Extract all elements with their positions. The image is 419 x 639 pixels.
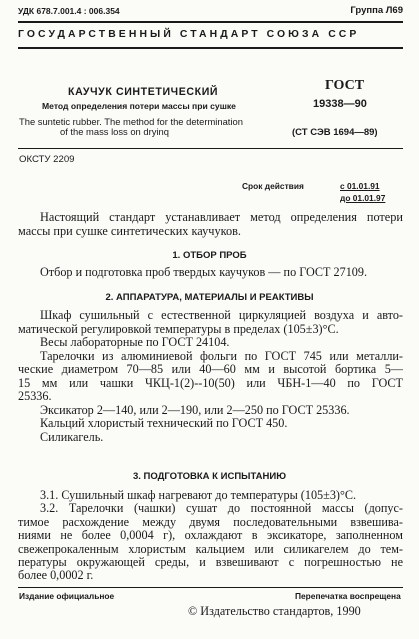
text-line: 3.1. Сушильный шкаф нагревают до температуры (105±3)°С. bbox=[40, 488, 357, 502]
text-line: Кальций хлористый технический по ГОСТ 450. bbox=[40, 416, 288, 430]
okstu-code: ОКСТУ 2209 bbox=[19, 154, 75, 165]
title-rule bbox=[18, 148, 403, 149]
text-line: ческие диаметром 70—85 или 40—60 мм и высотой бортика 5— bbox=[18, 362, 403, 376]
section-3-body bbox=[18, 489, 403, 583]
section-3-title: 3. ПОДГОТОВКА К ИСПЫТАНИЮ bbox=[133, 471, 286, 482]
validity-from: с 01.01.91 bbox=[340, 181, 380, 191]
text-line: 15 мм или чашки ЧКЦ-1(2)--10(50) или ЧБН-1—40 по ГОСТ bbox=[18, 375, 403, 390]
sev-reference: (СТ СЭВ 1694—89) bbox=[292, 127, 378, 138]
section-1-text: Отбор и подготовка проб твердых каучуков — по ГОСТ 27109. bbox=[40, 265, 368, 279]
english-title-line-1: The suntetic rubber. The method for the determination bbox=[19, 116, 243, 127]
intro-line: массы при сушке синтетических каучуков. bbox=[18, 224, 241, 238]
text-line: 25336. bbox=[18, 389, 52, 403]
text-line: более 0,0002 г. bbox=[18, 568, 94, 583]
intro-paragraph bbox=[18, 210, 403, 238]
reprint-prohibited-label: Перепечатка воспрещена bbox=[295, 591, 401, 601]
udk-code: УДК 678.7.001.4 : 006.354 bbox=[18, 6, 120, 16]
gost-number: 19338—90 bbox=[313, 98, 367, 110]
text-line: Тарелочки из алюминиевой фольги по ГОСТ 745 или металли- bbox=[40, 348, 403, 363]
footer-rule bbox=[18, 587, 403, 588]
top-rule bbox=[18, 21, 403, 23]
text-line: Силикагель. bbox=[40, 429, 104, 444]
document-title: КАУЧУК СИНТЕТИЧЕСКИЙ bbox=[68, 86, 219, 98]
text-line: пературы окружающей среды, и взвешивают с погрешностью не bbox=[18, 555, 403, 570]
text-line: Шкаф сушильный с естественной циркуляцией воздуха и авто- bbox=[40, 308, 403, 322]
gost-label: ГОСТ bbox=[325, 78, 365, 93]
document-subtitle: Метод определения потери массы при сушке bbox=[42, 101, 236, 111]
text-line: Весы лабораторные по ГОСТ 24104. bbox=[40, 335, 230, 349]
group-code: Группа Л69 bbox=[350, 5, 403, 16]
section-2-title: 2. АППАРАТУРА, МАТЕРИАЛЫ И РЕАКТИВЫ bbox=[105, 292, 314, 303]
text-line: свежепрокаленным хлористым кальцием или силикагелем до тем- bbox=[18, 541, 403, 556]
text-line: матической регулировкой температуры в пределах (105±3)°С. bbox=[18, 321, 339, 336]
validity-to: до 01.01.97 bbox=[340, 193, 386, 203]
validity-label: Срок действия bbox=[242, 181, 304, 191]
text-line: ниями не более 0,0004 г), охлаждают в эксикаторе, заполненном bbox=[18, 528, 403, 543]
state-standard-banner: ГОСУДАРСТВЕННЫЙ СТАНДАРТ СОЮЗА ССР bbox=[18, 29, 360, 40]
official-edition-label: Издание официальное bbox=[19, 591, 115, 601]
english-title-line-2: of the mass loss on dryinq bbox=[60, 126, 169, 137]
intro-line: Настоящий стандарт устанавливает метод определения потери bbox=[40, 210, 403, 224]
banner-rule bbox=[18, 47, 403, 49]
text-line: 3.2. Тарелочки (чашки) сушат до постоянной массы (допус- bbox=[40, 501, 403, 516]
publisher-copyright: © Издательство стандартов, 1990 bbox=[188, 604, 361, 618]
section-1-title: 1. ОТБОР ПРОБ bbox=[172, 250, 247, 261]
section-2-body bbox=[18, 309, 403, 444]
text-line: Эксикатор 2—140, или 2—190, или 2—250 по ГОСТ 25336. bbox=[40, 402, 350, 417]
text-line: тимое расхождение между двумя последовательными взвешива- bbox=[18, 514, 403, 529]
